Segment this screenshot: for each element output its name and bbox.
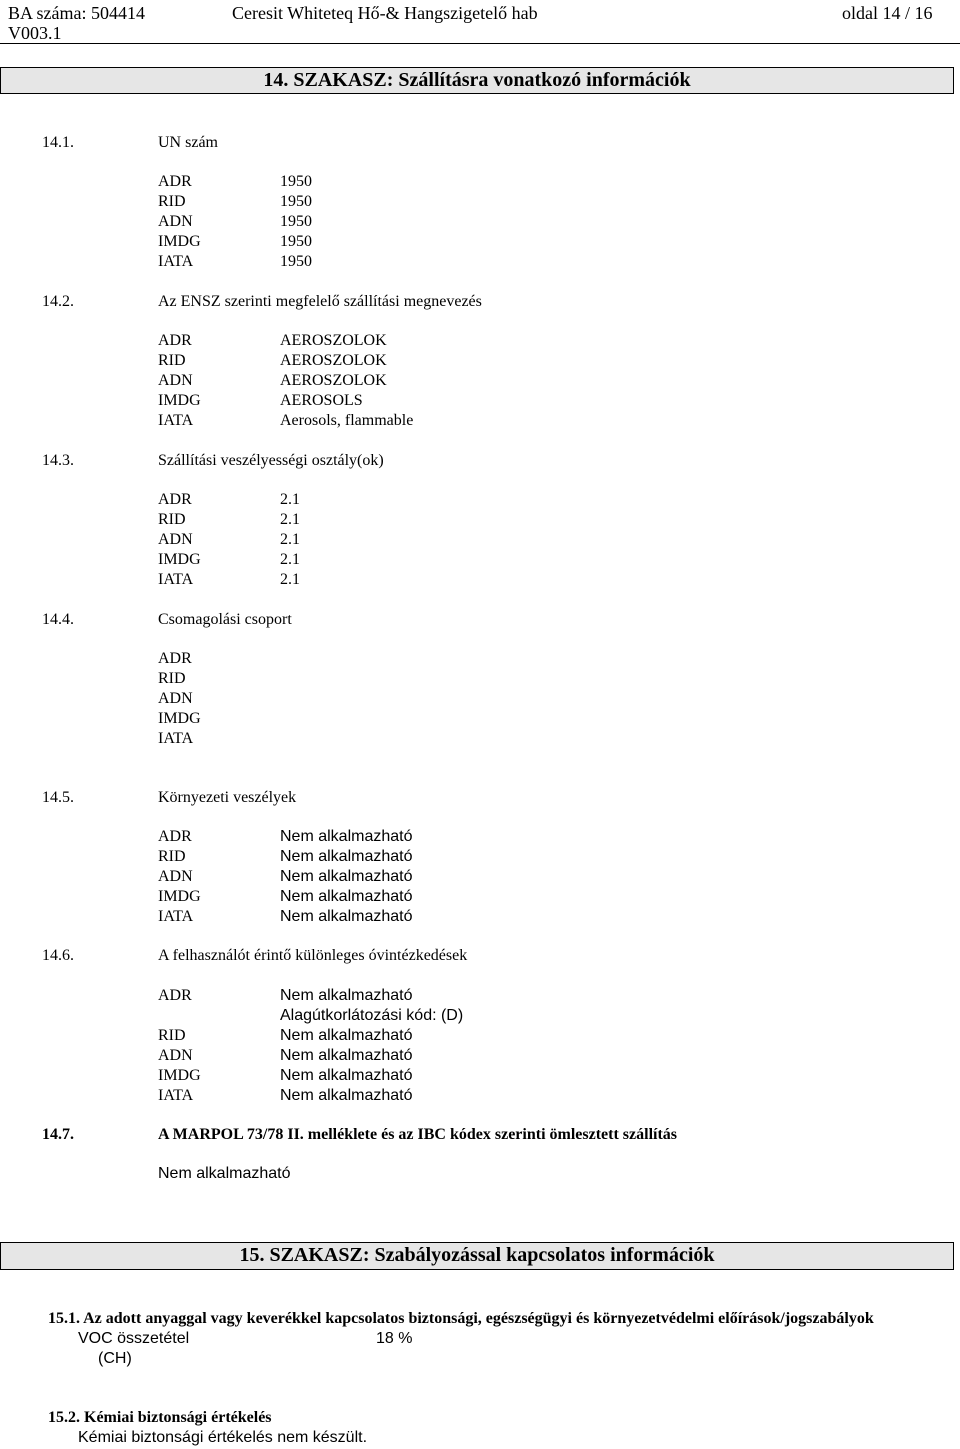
mode-value: AEROSOLS <box>280 392 363 409</box>
mode-value: Nem alkalmazható <box>280 1027 413 1044</box>
voc-label: VOC összetétel <box>78 1330 190 1347</box>
mode-value: 2.1 <box>280 551 300 568</box>
mode-label: RID <box>158 1027 186 1044</box>
mode-label: RID <box>158 352 186 369</box>
mode-label: IATA <box>158 253 194 270</box>
mode-value: Nem alkalmazható <box>280 987 413 1004</box>
s14-7-value: Nem alkalmazható <box>158 1165 291 1182</box>
mode-value: 2.1 <box>280 531 300 548</box>
mode-value: 1950 <box>280 213 312 230</box>
section-15-title-text: 15. SZAKASZ: Szabályozással kapcsolatos információk <box>239 1244 715 1266</box>
mode-label: ADR <box>158 650 192 667</box>
mode-label: ADN <box>158 213 193 230</box>
mode-value: Aerosols, flammable <box>280 412 414 429</box>
mode-value: 1950 <box>280 233 312 250</box>
s14-3-number: 14.3. <box>42 452 74 469</box>
s15-1-title: 15.1. Az adott anyaggal vagy keverékkel kapcsolatos biztonsági, egészségügyi és környezetvédelmi előírások/jogszabályok <box>48 1310 874 1327</box>
s14-7-title: A MARPOL 73/78 II. melléklete és az IBC kódex szerinti ömlesztett szállítás <box>158 1126 678 1143</box>
mode-label: IATA <box>158 908 194 925</box>
section-14-title <box>0 67 954 94</box>
page-number: oldal 14 / 16 <box>842 3 933 23</box>
mode-label: IMDG <box>158 888 201 905</box>
mode-label: ADR <box>158 173 192 190</box>
mode-label: ADR <box>158 491 192 508</box>
mode-label: ADN <box>158 1047 193 1064</box>
s14-3-title: Szállítási veszélyességi osztály(ok) <box>158 452 384 469</box>
section-15-title <box>0 1242 954 1270</box>
mode-label: IMDG <box>158 392 201 409</box>
header-rule <box>0 43 960 44</box>
mode-value: Nem alkalmazható <box>280 848 413 865</box>
s15-2-text: Kémiai biztonsági értékelés nem készült. <box>78 1429 368 1446</box>
mode-label: IMDG <box>158 710 201 727</box>
mode-value: Nem alkalmazható <box>280 828 413 845</box>
mode-value: Nem alkalmazható <box>280 1047 413 1064</box>
tunnel-code: Alagútkorlátozási kód: (D) <box>280 1007 464 1024</box>
s14-6-title: A felhasználót érintő különleges óvintézkedések <box>158 947 468 964</box>
version: V003.1 <box>8 23 62 43</box>
s14-4-title: Csomagolási csoport <box>158 611 292 628</box>
s15-2-title: 15.2. Kémiai biztonsági értékelés <box>48 1409 272 1426</box>
s14-2-title: Az ENSZ szerinti megfelelő szállítási megnevezés <box>158 293 482 310</box>
mode-value: 1950 <box>280 193 312 210</box>
voc-country: (CH) <box>98 1350 132 1367</box>
mode-label: RID <box>158 670 186 687</box>
s14-4-number: 14.4. <box>42 611 74 628</box>
mode-label: ADN <box>158 531 193 548</box>
mode-label: ADN <box>158 690 193 707</box>
mode-label: RID <box>158 193 186 210</box>
mode-label: ADR <box>158 828 192 845</box>
section-14-title-text: 14. SZAKASZ: Szállításra vonatkozó információk <box>263 69 691 91</box>
s14-6-number: 14.6. <box>42 947 74 964</box>
s14-1-title: UN szám <box>158 134 218 151</box>
mode-label: IATA <box>158 730 194 747</box>
mode-value: AEROSZOLOK <box>280 332 387 349</box>
mode-label: ADR <box>158 332 192 349</box>
mode-label: IMDG <box>158 1067 201 1084</box>
mode-value: Nem alkalmazható <box>280 868 413 885</box>
mode-value: 2.1 <box>280 511 300 528</box>
mode-value: 1950 <box>280 173 312 190</box>
mode-value: 2.1 <box>280 491 300 508</box>
mode-label: IMDG <box>158 233 201 250</box>
s14-2-number: 14.2. <box>42 293 74 310</box>
mode-value: Nem alkalmazható <box>280 1087 413 1104</box>
mode-label: ADN <box>158 372 193 389</box>
mode-label: ADN <box>158 868 193 885</box>
mode-label: IATA <box>158 571 194 588</box>
mode-value: 2.1 <box>280 571 300 588</box>
mode-value: Nem alkalmazható <box>280 888 413 905</box>
mode-label: ADR <box>158 987 192 1004</box>
product-name: Ceresit Whiteteq Hő-& Hangszigetelő hab <box>232 3 538 23</box>
s14-1-number: 14.1. <box>42 134 74 151</box>
mode-label: IATA <box>158 412 194 429</box>
s14-7-number: 14.7. <box>42 1126 74 1143</box>
mode-value: Nem alkalmazható <box>280 908 413 925</box>
mode-value: 1950 <box>280 253 312 270</box>
mode-label: RID <box>158 511 186 528</box>
voc-value: 18 % <box>376 1330 413 1347</box>
ba-number: BA száma: 504414 <box>8 3 145 23</box>
mode-label: IMDG <box>158 551 201 568</box>
mode-label: RID <box>158 848 186 865</box>
mode-value: AEROSZOLOK <box>280 352 387 369</box>
s14-5-title: Környezeti veszélyek <box>158 789 297 806</box>
mode-value: Nem alkalmazható <box>280 1067 413 1084</box>
mode-label: IATA <box>158 1087 194 1104</box>
mode-value: AEROSZOLOK <box>280 372 387 389</box>
s14-5-number: 14.5. <box>42 789 74 806</box>
